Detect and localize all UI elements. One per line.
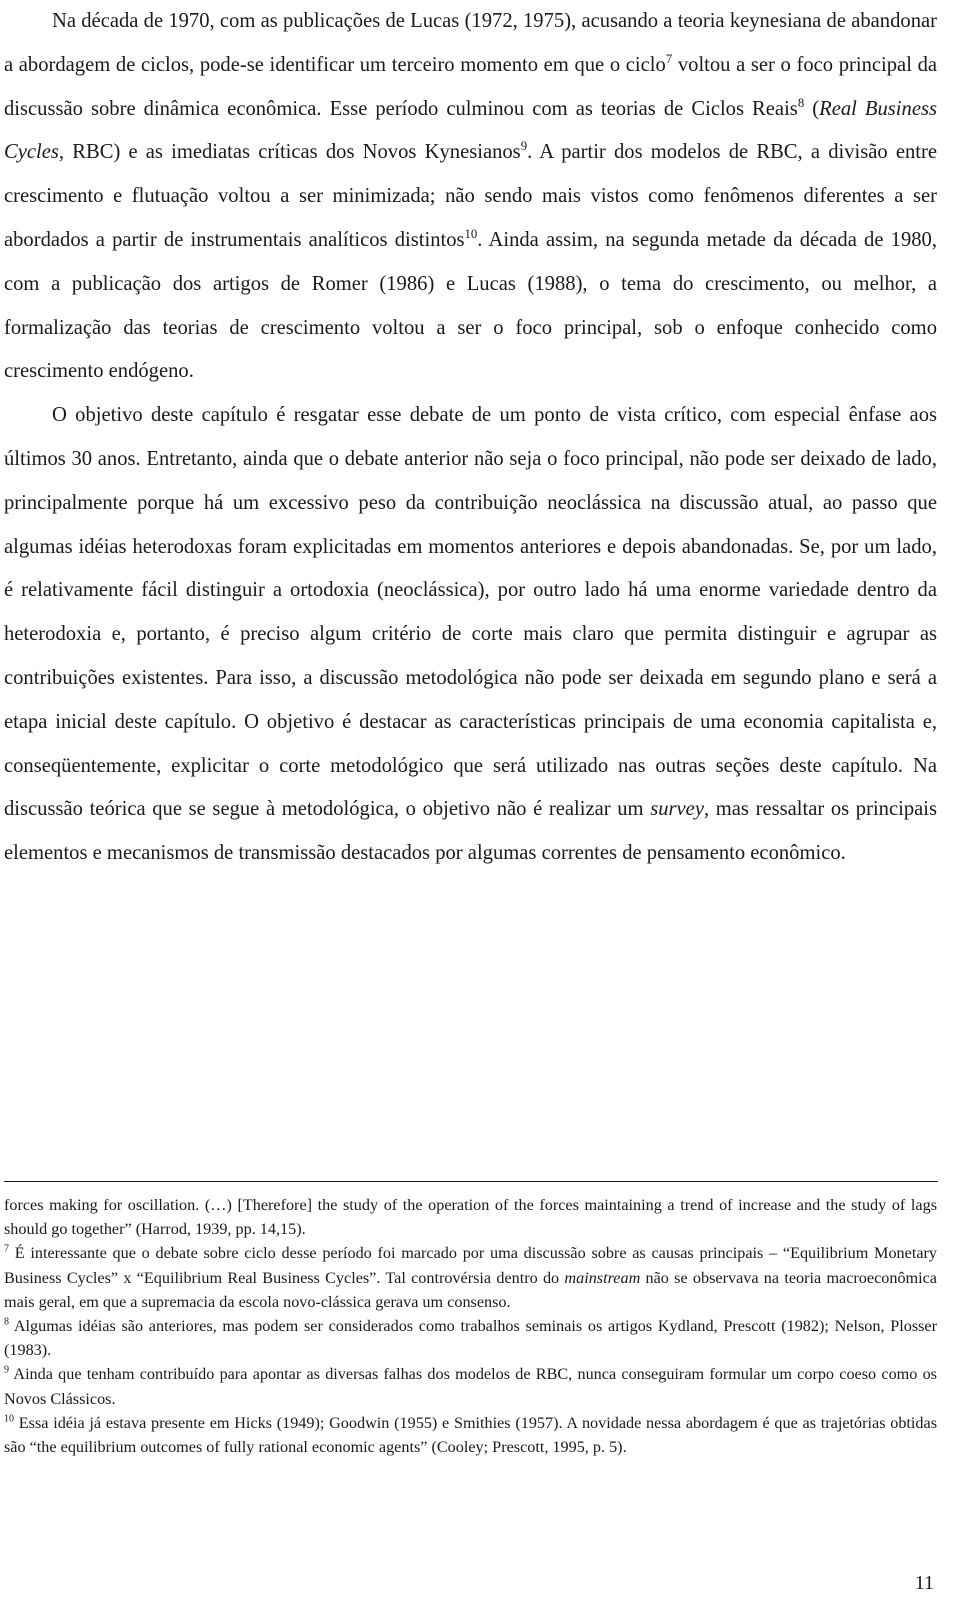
paragraph-1-text: . A partir dos modelos de RBC, a divisão entre crescimento e flutuação voltou a ser minimizada; não sendo mais vistos como fenômenos diferentes a ser abordados a partir de instrumentais analíticos distintos [4,141,938,251]
paragraph-1-text: voltou a ser o foco principal da discussão sobre dinâmica econômica. Esse período culminou com as teorias de Ciclos Reais [4,53,938,120]
footnote-continuation: forces making for oscillation. (…) [Therefore] the study of the operation of the forces maintaining a trend of increase and the study of lags should go together” (Harrod, 1939, pp. 14,15). [4,1196,937,1239]
page-number: 11 [914,1572,934,1594]
paragraph-1-text: Na década de 1970, com as publicações de Lucas (1972, 1975), acusando a teoria keynesiana de abandonar a abordagem de ciclos, pode-se identificar um terceiro momento em que o ciclo [4,10,937,76]
footnote-ref-9: 9 [520,139,528,154]
footnote-10 [4,1411,937,1459]
paragraph-1-text: ( [804,97,820,120]
footnote-text: Algumas idéias são anteriores, mas podem ser considerados como trabalhos seminais os artigos Kydland, Prescott (1982); Nelson, Plosser (1983). [4,1317,937,1360]
paragraph-2-text: O objetivo deste capítulo é resgatar esse debate de um ponto de vista crítico, com especial ênfase aos últimos 30 anos. Entretanto, ainda que o debate anterior não seja o foco principal, não pode ser deixado de lado, principalmente porque há um excessivo peso da contribuição neoclássica na discussão atual, ao passo que algumas idéias heterodoxas foram explicitadas em momentos anteriores e depois abandonadas. Se, por um lado, é relativamente fácil distinguir a ortodoxia (neoclássica), por outro lado há uma enorme variedade dentro da heterodoxia e, portanto, é preciso algum critério de corte mais claro que permita distinguir e agrupar as contribuições existentes. Para isso, a discussão metodológica não pode ser deixada em segundo plano e será a etapa inicial deste capítulo. O objetivo é destacar as características principais de uma economia capitalista e, conseqüentemente, explicitar o corte metodológico que será utilizado nas outras seções deste capítulo. Na discussão teórica que se segue à metodológica, o objetivo não é realizar um [4,404,937,821]
paragraph-2 [4,394,937,876]
italic-term: Real Business Cycles [4,97,937,164]
paragraph-1 [4,0,937,394]
footnote-ref-8: 8 [797,95,805,110]
italic-term: survey [650,798,704,821]
footnote-number: 10 [4,1413,15,1425]
footnote-text: Ainda que tenham contribuído para apontar as diversas falhas dos modelos de RBC, nunca conseguiram formular um corpo coeso como os Novos Clássicos. [4,1365,937,1408]
body-text [4,0,937,876]
paragraph-1-text: , RBC) e as imediatas críticas dos Novos Kynesianos [58,141,521,164]
italic-term: mainstream [564,1268,641,1287]
footnote-text: não se observava na teoria macroeconômica mais geral, em que a supremacia da escola novo-clássica gerava um consenso. [4,1268,937,1311]
footnote-number: 8 [4,1316,10,1328]
paragraph-2-text: , mas ressaltar os principais elementos e mecanismos de transmissão destacados por algumas correntes de pensamento econômico. [4,798,938,865]
footnote-ref-10: 10 [464,227,478,242]
footnote-number: 9 [4,1365,10,1377]
footnote-separator [4,1181,938,1182]
footnote-text: É interessante que o debate sobre ciclo desse período foi marcado por uma discussão sobre as causas principais – “Equilibrium Monetary Business Cycles” x “Equilibrium Real Business Cycles”. Tal controvérsia dentro do [4,1244,937,1287]
footnote-number: 7 [4,1244,10,1256]
footnote-9 [4,1362,937,1410]
footnote-8 [4,1314,937,1362]
footnote-7 [4,1241,937,1314]
footnotes [4,1193,937,1459]
footnote-ref-7: 7 [665,51,673,66]
paragraph-1-text: . Ainda assim, na segunda metade da década de 1980, com a publicação dos artigos de Romer (1986) e Lucas (1988), o tema do crescimento, ou melhor, a formalização das teorias de crescimento voltou a ser o foco principal, sob o enfoque conhecido como crescimento endógeno. [4,228,937,383]
footnote-text: Essa idéia já estava presente em Hicks (1949); Goodwin (1955) e Smithies (1957). A novidade nessa abordagem é que as trajetórias obtidas são “the equilibrium outcomes of fully rational economic agents” (Cooley; Prescott, 1995, p. 5). [4,1413,937,1457]
